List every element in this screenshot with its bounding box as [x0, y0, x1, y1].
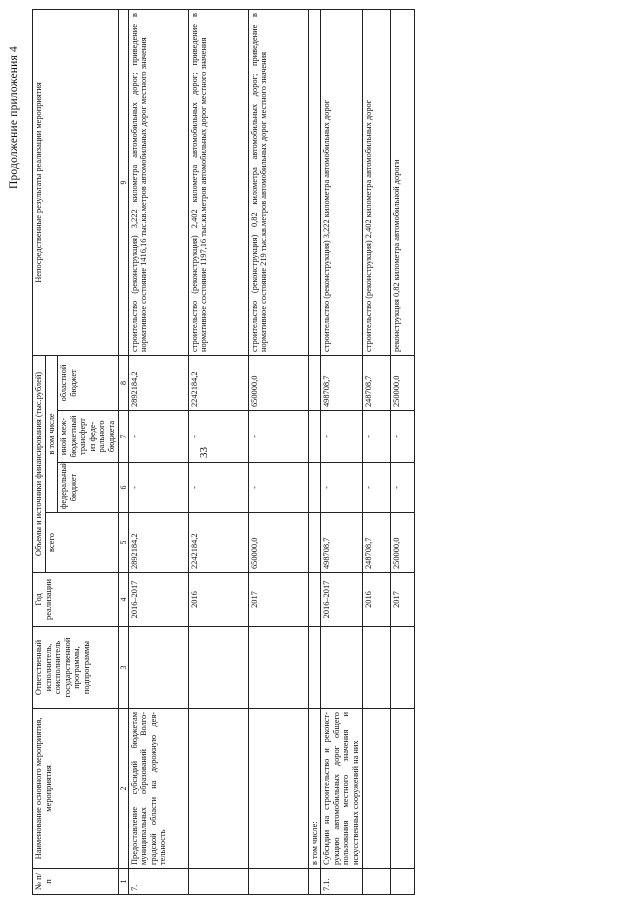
row-name — [362, 709, 390, 869]
row-federal: - — [248, 463, 308, 513]
table-row — [188, 10, 248, 895]
column-number: 9 — [118, 10, 128, 356]
row-result: строительство (реконструкция) 3,222 километра автомобильных дорог; приведение в нормативное состояние 1416,16 тыс.кв.метров автомобильных дорог местного значения — [128, 10, 188, 356]
row-name — [248, 709, 308, 869]
row-federal: - — [188, 463, 248, 513]
row-total: 248708,7 — [362, 513, 390, 573]
row-name: в том числе: — [308, 709, 321, 869]
header-funding: Объемы и источники финансирования (тыс.рублей) — [33, 356, 46, 573]
row-regional: 2892184,2 — [128, 356, 188, 411]
row-num — [248, 869, 308, 895]
column-number: 3 — [118, 627, 128, 709]
row-executor — [188, 627, 248, 709]
table-row — [321, 10, 362, 895]
row-result: строительство (реконструкция) 2,402 километра автомобильных дорог; приведение в нормативное состояние 1197,16 тыс.кв.метров автомобильных дорог местного значения — [188, 10, 248, 356]
row-name — [188, 709, 248, 869]
row-federal: - — [128, 463, 188, 513]
row-result: строительство (реконструкция) 0,82 километра автомобильных дорог; приведение в нормативное состояние 219 тыс.кв.метров автомобильных дорог местного значения — [248, 10, 308, 356]
row-interbudget — [308, 411, 321, 463]
column-number: 8 — [118, 356, 128, 411]
header-year: Год реализации — [33, 573, 119, 627]
row-total: 498708,7 — [321, 513, 362, 573]
row-result: строительство (реконструкция) 3,222 километра автомобильных дорог — [321, 10, 362, 356]
continuation-label: Продолжение приложения 4 — [8, 46, 20, 190]
row-regional: 650000,0 — [248, 356, 308, 411]
row-executor — [128, 627, 188, 709]
row-federal — [308, 463, 321, 513]
header-results: Непосредственные результаты реализации мероприятия — [33, 10, 119, 356]
row-num — [390, 869, 414, 895]
row-result: реконструкция 0,82 километра автомобильной дороги — [390, 10, 414, 356]
row-total — [308, 513, 321, 573]
table-row — [248, 10, 308, 895]
table-row — [128, 10, 188, 895]
column-number: 2 — [118, 709, 128, 869]
header-num: № п/п — [33, 869, 119, 895]
row-name: Субсидии на строительство и реконст-рукцию автомобильных дорог общего пользования местного значения и искусственных сооружений на них — [321, 709, 362, 869]
row-executor — [248, 627, 308, 709]
column-number: 1 — [118, 869, 128, 895]
row-num: 7.1. — [321, 869, 362, 895]
header-total: всего — [45, 513, 118, 573]
row-year: 2016 — [362, 573, 390, 627]
row-year: 2017 — [248, 573, 308, 627]
row-federal: - — [390, 463, 414, 513]
row-federal: - — [321, 463, 362, 513]
column-number-row — [118, 10, 128, 895]
program-table — [32, 9, 415, 895]
row-executor — [390, 627, 414, 709]
row-result — [308, 10, 321, 356]
header-interbudget: иной меж-бюджетный трансферт из феде-рального бюджета — [58, 411, 118, 463]
row-regional — [308, 356, 321, 411]
column-number: 7 — [118, 411, 128, 463]
row-name: Предоставление субсидий бюджетам муниципальных образований Волго-градской области на дорожную дея-тельность — [128, 709, 188, 869]
row-total: 2892184,2 — [128, 513, 188, 573]
row-year: 2016–2017 — [321, 573, 362, 627]
table-row — [308, 10, 321, 895]
row-federal: - — [362, 463, 390, 513]
row-year — [308, 573, 321, 627]
table-row — [362, 10, 390, 895]
column-number: 4 — [118, 573, 128, 627]
header-including: в том числе — [45, 356, 58, 513]
row-regional: 248708,7 — [362, 356, 390, 411]
header-regional: областной бюджет — [58, 356, 118, 411]
row-interbudget: - — [188, 411, 248, 463]
row-total: 650000,0 — [248, 513, 308, 573]
header-executor: Ответственный исполнитель, соисполнитель государственной программы, подпрограммы — [33, 627, 119, 709]
row-regional: 250000,0 — [390, 356, 414, 411]
column-number: 5 — [118, 513, 128, 573]
row-interbudget: - — [321, 411, 362, 463]
row-executor — [362, 627, 390, 709]
row-interbudget: - — [390, 411, 414, 463]
row-num — [308, 869, 321, 895]
row-regional: 498708,7 — [321, 356, 362, 411]
table-row — [390, 10, 414, 895]
row-year: 2017 — [390, 573, 414, 627]
page-number: 33 — [198, 447, 210, 458]
row-interbudget: - — [248, 411, 308, 463]
column-number: 6 — [118, 463, 128, 513]
row-interbudget: - — [362, 411, 390, 463]
header-name: Наименование основного мероприятия, мероприятия — [33, 709, 119, 869]
row-total: 250000,0 — [390, 513, 414, 573]
row-year: 2016 — [188, 573, 248, 627]
header-federal: федеральный бюджет — [58, 463, 118, 513]
row-num — [188, 869, 248, 895]
row-num: 7. — [128, 869, 188, 895]
row-regional: 2242184,2 — [188, 356, 248, 411]
row-total: 2242184,2 — [188, 513, 248, 573]
row-result: строительство (реконструкция) 2,402 километра автомобильных дорог — [362, 10, 390, 356]
row-name — [390, 709, 414, 869]
row-year: 2016–2017 — [128, 573, 188, 627]
row-executor — [321, 627, 362, 709]
row-interbudget: - — [128, 411, 188, 463]
row-executor — [308, 627, 321, 709]
row-num — [362, 869, 390, 895]
